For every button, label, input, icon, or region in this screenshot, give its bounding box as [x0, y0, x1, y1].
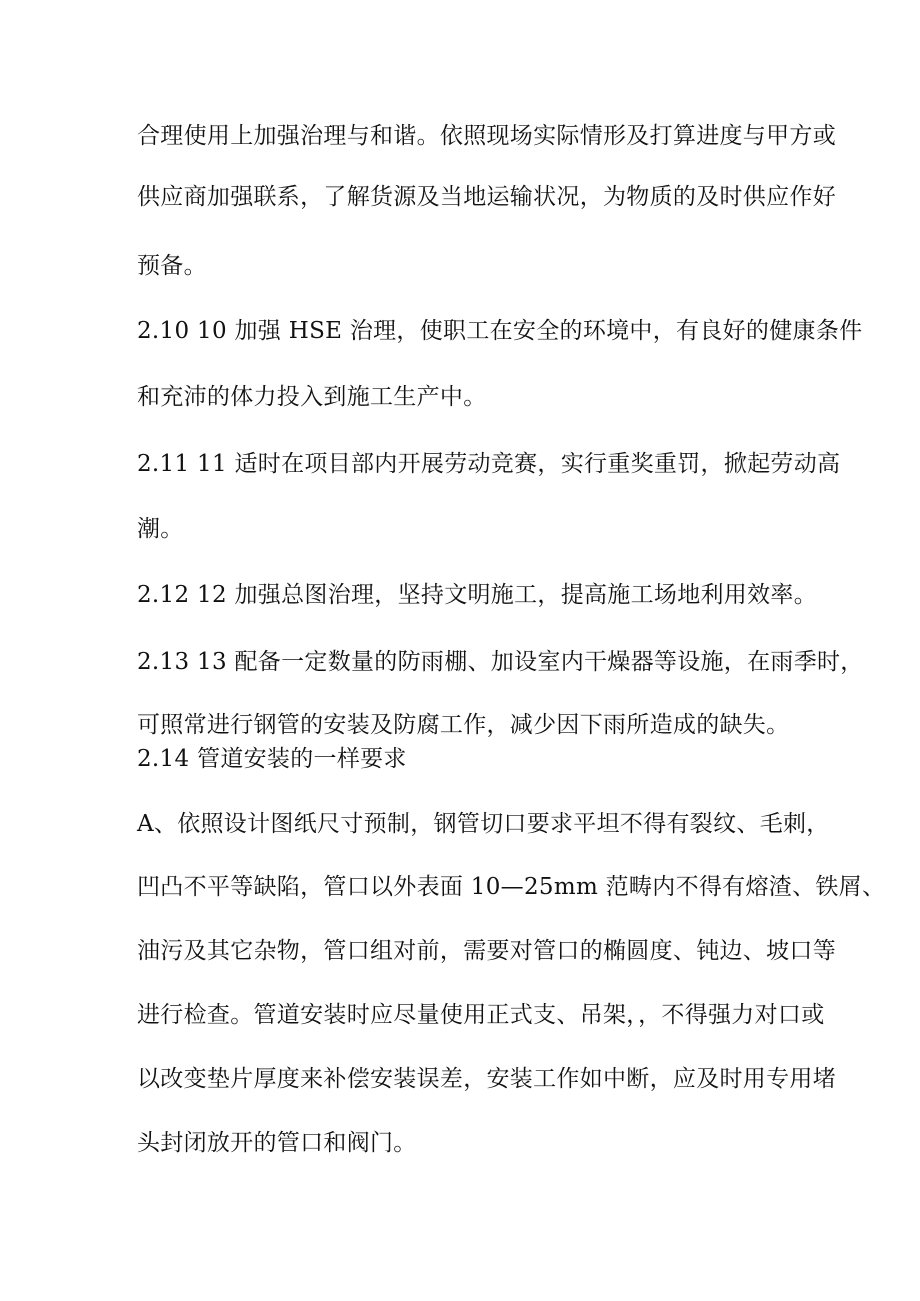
- paragraph-line: 可照常进行钢管的安装及防腐工作，减少因下雨所造成的缺失。: [137, 712, 790, 738]
- paragraph-line: 油污及其它杂物，管口组对前，需要对管口的椭圆度、钝边、坡口等: [137, 938, 836, 964]
- section-2-12-line: 2.12 12 加强总图治理，坚持文明施工，提高施工场地利用效率。: [137, 582, 817, 608]
- paragraph-line: 和充沛的体力投入到施工生产中。: [137, 384, 487, 410]
- paragraph-line: 凹凸不平等缺陷，管口以外表面 10—25mm 范畴内不得有熔渣、铁屑、: [137, 874, 886, 900]
- paragraph-line: 潮。: [137, 516, 184, 542]
- paragraph-line: 合理使用上加强治理与和谐。依照现场实际情形及打算进度与甲方或: [137, 123, 836, 149]
- paragraph-line: 头封闭放开的管口和阀门。: [137, 1130, 417, 1156]
- paragraph-line: 预备。: [137, 253, 207, 279]
- section-2-13-line: 2.13 13 配备一定数量的防雨棚、加设室内干燥器等设施，在雨季时，: [137, 649, 864, 675]
- paragraph-line: 供应商加强联系，了解货源及当地运输状况，为物质的及时供应作好: [137, 184, 836, 210]
- item-a-line: A、依照设计图纸尺寸预制，钢管切口要求平坦不得有裂纹、毛刺，: [137, 811, 830, 837]
- paragraph-line: 进行检查。管道安装时应尽量使用正式支、吊架，，不得强力对口或: [137, 1002, 825, 1028]
- section-2-10-line: 2.10 10 加强 HSE 治理，使职工在安全的环境中，有良好的健康条件: [137, 318, 863, 344]
- paragraph-line: 以改变垫片厚度来补偿安装误差，安装工作如中断，应及时用专用堵: [137, 1066, 836, 1092]
- section-2-11-line: 2.11 11 适时在项目部内开展劳动竞赛，实行重奖重罚，掀起劳动高: [137, 451, 841, 477]
- section-2-14-heading: 2.14 管道安装的一样要求: [137, 746, 407, 772]
